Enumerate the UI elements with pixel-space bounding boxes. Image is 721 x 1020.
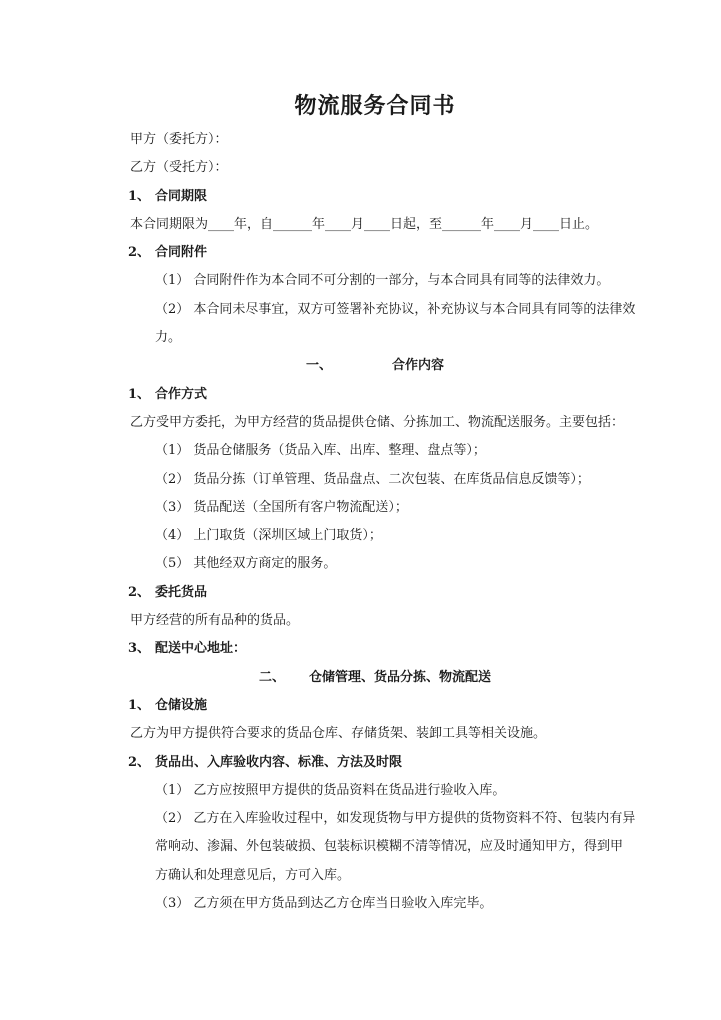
warehouse-facilities-body: 乙方为甲方提供符合要求的货品仓库、存储货架、装卸工具等相关设施。 [130,726,547,742]
clause-number: 2、 [128,754,151,770]
attachment-item-2-line-1: （2） 本合同未尽事宜，双方可签署补充协议，补充协议与本合同具有同等的法律效 [155,301,636,317]
section-title: 合作内容 [392,358,445,374]
section-title: 仓储管理、货品分拣、物流配送 [309,669,492,685]
attachment-item-1: （1） 合同附件作为本合同不可分割的一部分，与本合同具有同等的法律效力。 [155,273,610,289]
entrusted-goods-body: 甲方经营的所有品种的货品。 [130,613,300,629]
clause-number: 2、 [128,584,151,600]
clause-number: 3、 [128,641,151,657]
attachment-item-2-line-2: 力。 [155,330,182,346]
section-2-heading [128,664,622,692]
clause-number: 1、 [128,697,151,713]
section-1-heading [128,352,622,380]
service-item-4: （4） 上门取货（深圳区域上门取货）； [155,528,382,544]
clause-number: 1、 [128,386,151,402]
clause-heading-warehouse-facilities [128,692,622,720]
clause-heading-label: 配送中心地址： [155,641,247,657]
contract-title: 物流服务合同书 [294,93,456,119]
inspection-item-2-line-3: 方确认和处理意见后，方可入库。 [155,867,351,883]
clause-number: 1、 [128,188,151,204]
section-number: 二、 [258,669,285,685]
contract-body [128,87,636,918]
service-item-1: （1） 货品仓储服务（货品入库、出库、整理、盘点等）； [155,443,486,459]
service-item-5: （5） 其他经双方商定的服务。 [155,556,337,572]
clause-number: 2、 [128,245,151,261]
clause-heading-entrusted-goods [128,579,622,607]
clause-heading-label: 合同附件 [155,245,208,261]
cooperation-intro: 乙方受甲方委托，为甲方经营的货品提供仓储、分拣加工、物流配送服务。主要包括： [130,414,625,430]
service-item-2: （2） 货品分拣（订单管理、货品盘点、二次包装、在库货品信息反馈等）； [155,471,590,487]
clause-heading-attachments [128,239,622,267]
clause-heading-distribution-address [128,635,622,663]
inspection-item-2-line-1: （2） 乙方在入库验收过程中，如发现货物与甲方提供的货物资料不符、包装内有异 [155,811,636,827]
inspection-item-2-line-2: 常响动、渗漏、外包装破损、包装标识模糊不清等情况，应及时通知甲方，得到甲 [155,839,624,855]
clause-heading-term [128,183,622,211]
clause-heading-label: 仓储设施 [155,697,208,713]
clause-heading-label: 合作方式 [155,386,208,402]
party-a-line: 甲方（委托方）： [130,132,228,147]
party-b-line: 乙方（受托方）： [130,160,228,176]
inspection-item-3: （3） 乙方须在甲方货品到达乙方仓库当日验收入库完毕。 [155,896,493,912]
section-number: 一、 [305,358,332,374]
inspection-item-1: （1） 乙方应按照甲方提供的货品资料在货品进行验收入库。 [155,782,506,798]
clause-heading-cooperation-mode [128,381,622,409]
clause-heading-label: 货品出、入库验收内容、标准、方法及时限 [155,754,403,770]
clause-heading-inspection [128,749,622,777]
clause-heading-label: 委托货品 [155,584,208,600]
clause-heading-label: 合同期限 [155,188,208,204]
service-item-3: （3） 货品配送（全国所有客户物流配送）； [155,499,408,515]
term-blank-line: 本合同期限为____年，自______年____月____日起，至______年____月____日止。 [130,216,599,232]
